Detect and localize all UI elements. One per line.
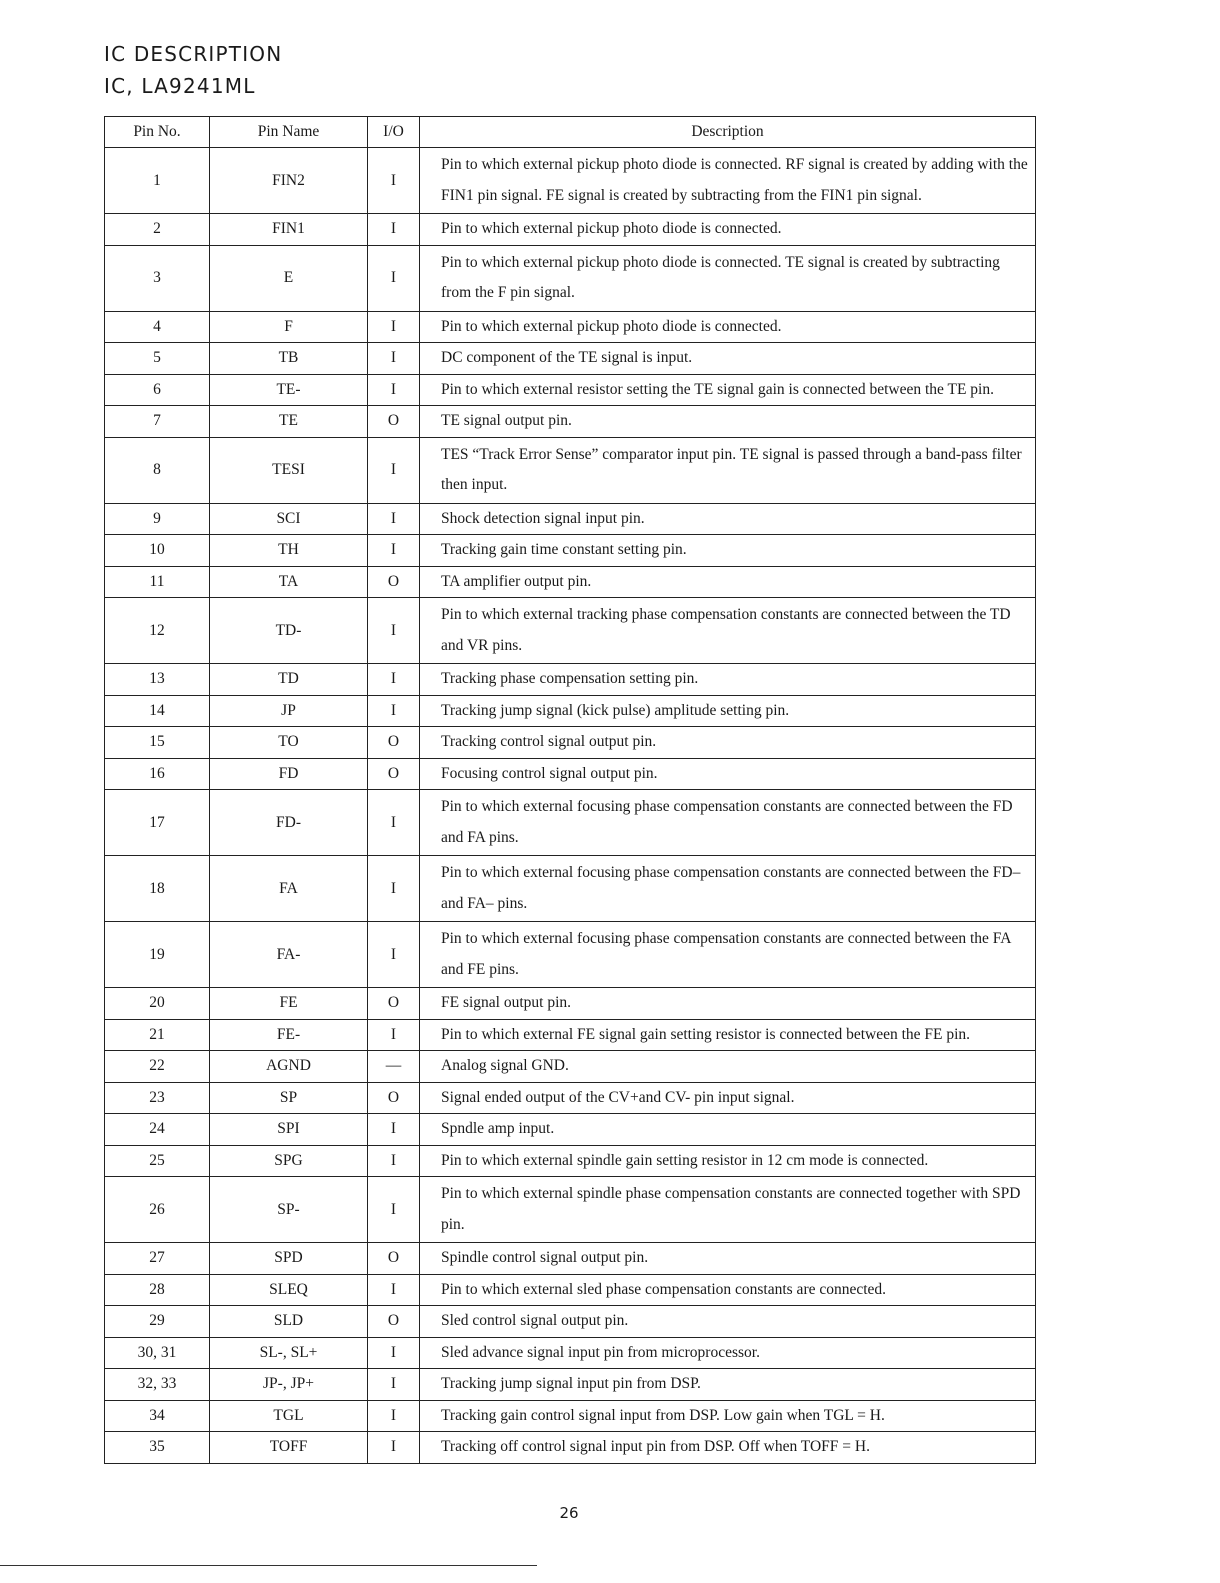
io-cell: I bbox=[368, 1114, 420, 1146]
io-cell: I bbox=[368, 1432, 420, 1464]
pin-name-cell: FA bbox=[210, 856, 368, 922]
io-cell: I bbox=[368, 664, 420, 696]
io-cell: I bbox=[368, 437, 420, 503]
description-cell: Signal ended output of the CV+and CV- pin input signal. bbox=[420, 1082, 1036, 1114]
pin-number-cell: 32, 33 bbox=[105, 1369, 210, 1401]
table-row bbox=[105, 856, 1036, 922]
description-cell: Pin to which external focusing phase compensation constants are connected between the FA and FE pins. bbox=[420, 922, 1036, 988]
pin-name-cell: TE- bbox=[210, 374, 368, 406]
pin-description-table bbox=[104, 116, 1036, 1464]
table-row bbox=[105, 758, 1036, 790]
table-row bbox=[105, 437, 1036, 503]
io-cell: O bbox=[368, 406, 420, 438]
pin-name-cell: TD bbox=[210, 664, 368, 696]
pin-name-cell: TOFF bbox=[210, 1432, 368, 1464]
table-row bbox=[105, 1145, 1036, 1177]
description-cell: Spndle amp input. bbox=[420, 1114, 1036, 1146]
description-cell: Tracking off control signal input pin from DSP. Off when TOFF = H. bbox=[420, 1432, 1036, 1464]
description-cell: TES “Track Error Sense” comparator input pin. TE signal is passed through a band-pass filter then input. bbox=[420, 437, 1036, 503]
table-row bbox=[105, 566, 1036, 598]
pin-name-cell: E bbox=[210, 245, 368, 311]
pin-number-cell: 16 bbox=[105, 758, 210, 790]
table-row bbox=[105, 1177, 1036, 1243]
bottom-divider bbox=[0, 1565, 537, 1566]
io-cell: I bbox=[368, 503, 420, 535]
io-cell: I bbox=[368, 374, 420, 406]
pin-number-cell: 25 bbox=[105, 1145, 210, 1177]
io-cell: I bbox=[368, 1400, 420, 1432]
pin-number-cell: 35 bbox=[105, 1432, 210, 1464]
pin-name-cell: FD- bbox=[210, 790, 368, 856]
io-cell: I bbox=[368, 343, 420, 375]
pin-number-cell: 13 bbox=[105, 664, 210, 696]
io-cell: I bbox=[368, 695, 420, 727]
description-cell: Pin to which external sled phase compensation constants are connected. bbox=[420, 1274, 1036, 1306]
pin-number-cell: 6 bbox=[105, 374, 210, 406]
pin-number-cell: 3 bbox=[105, 245, 210, 311]
io-cell: I bbox=[368, 856, 420, 922]
table-row bbox=[105, 1369, 1036, 1401]
header-pin-no: Pin No. bbox=[105, 117, 210, 148]
io-cell: I bbox=[368, 1145, 420, 1177]
description-cell: Sled control signal output pin. bbox=[420, 1306, 1036, 1338]
pin-number-cell: 21 bbox=[105, 1019, 210, 1051]
pin-name-cell: SPI bbox=[210, 1114, 368, 1146]
description-cell: Pin to which external resistor setting the TE signal gain is connected between the TE pin. bbox=[420, 374, 1036, 406]
description-cell: Pin to which external focusing phase compensation constants are connected between the FD and FA pins. bbox=[420, 790, 1036, 856]
description-cell: Analog signal GND. bbox=[420, 1051, 1036, 1083]
pin-number-cell: 14 bbox=[105, 695, 210, 727]
pin-name-cell: F bbox=[210, 311, 368, 343]
pin-name-cell: SPG bbox=[210, 1145, 368, 1177]
pin-number-cell: 23 bbox=[105, 1082, 210, 1114]
table-row bbox=[105, 1019, 1036, 1051]
pin-number-cell: 20 bbox=[105, 988, 210, 1020]
io-cell: I bbox=[368, 148, 420, 214]
table-row bbox=[105, 1432, 1036, 1464]
table-row bbox=[105, 311, 1036, 343]
description-cell: Sled advance signal input pin from microprocessor. bbox=[420, 1337, 1036, 1369]
pin-number-cell: 24 bbox=[105, 1114, 210, 1146]
table-row bbox=[105, 695, 1036, 727]
table-row bbox=[105, 1243, 1036, 1275]
pin-number-cell: 11 bbox=[105, 566, 210, 598]
io-cell: O bbox=[368, 1243, 420, 1275]
io-cell: I bbox=[368, 790, 420, 856]
pin-name-cell: TGL bbox=[210, 1400, 368, 1432]
io-cell: O bbox=[368, 727, 420, 759]
pin-name-cell: SP bbox=[210, 1082, 368, 1114]
io-cell: I bbox=[368, 922, 420, 988]
pin-number-cell: 7 bbox=[105, 406, 210, 438]
pin-name-cell: SL-, SL+ bbox=[210, 1337, 368, 1369]
pin-number-cell: 27 bbox=[105, 1243, 210, 1275]
description-cell: Pin to which external tracking phase compensation constants are connected between the TD and VR pins. bbox=[420, 598, 1036, 664]
pin-number-cell: 1 bbox=[105, 148, 210, 214]
pin-number-cell: 28 bbox=[105, 1274, 210, 1306]
table-row bbox=[105, 1337, 1036, 1369]
pin-name-cell: FA- bbox=[210, 922, 368, 988]
description-cell: Shock detection signal input pin. bbox=[420, 503, 1036, 535]
table-row bbox=[105, 1051, 1036, 1083]
description-cell: Tracking jump signal (kick pulse) amplitude setting pin. bbox=[420, 695, 1036, 727]
io-cell: I bbox=[368, 245, 420, 311]
table-row bbox=[105, 214, 1036, 246]
pin-name-cell: TD- bbox=[210, 598, 368, 664]
pin-name-cell: JP-, JP+ bbox=[210, 1369, 368, 1401]
pin-number-cell: 12 bbox=[105, 598, 210, 664]
description-cell: Pin to which external FE signal gain setting resistor is connected between the FE pin. bbox=[420, 1019, 1036, 1051]
io-cell: I bbox=[368, 1337, 420, 1369]
table-row bbox=[105, 1114, 1036, 1146]
table-row bbox=[105, 1306, 1036, 1338]
table-row bbox=[105, 1082, 1036, 1114]
pin-number-cell: 4 bbox=[105, 311, 210, 343]
description-cell: Pin to which external spindle gain setting resistor in 12 cm mode is connected. bbox=[420, 1145, 1036, 1177]
description-cell: Tracking phase compensation setting pin. bbox=[420, 664, 1036, 696]
table-row bbox=[105, 598, 1036, 664]
io-cell: — bbox=[368, 1051, 420, 1083]
description-cell: Tracking gain time constant setting pin. bbox=[420, 535, 1036, 567]
pin-name-cell: SPD bbox=[210, 1243, 368, 1275]
table-row bbox=[105, 406, 1036, 438]
pin-number-cell: 34 bbox=[105, 1400, 210, 1432]
table-row bbox=[105, 664, 1036, 696]
table-row bbox=[105, 245, 1036, 311]
io-cell: I bbox=[368, 1274, 420, 1306]
header-io: I/O bbox=[368, 117, 420, 148]
description-cell: Pin to which external pickup photo diode is connected. TE signal is created by subtracting from the F pin signal. bbox=[420, 245, 1036, 311]
header-description: Description bbox=[420, 117, 1036, 148]
table-row bbox=[105, 727, 1036, 759]
header-pin-name: Pin Name bbox=[210, 117, 368, 148]
io-cell: I bbox=[368, 535, 420, 567]
pin-number-cell: 26 bbox=[105, 1177, 210, 1243]
description-cell: DC component of the TE signal is input. bbox=[420, 343, 1036, 375]
description-cell: FE signal output pin. bbox=[420, 988, 1036, 1020]
table-row bbox=[105, 1400, 1036, 1432]
pin-name-cell: FE- bbox=[210, 1019, 368, 1051]
description-cell: Spindle control signal output pin. bbox=[420, 1243, 1036, 1275]
table-row bbox=[105, 922, 1036, 988]
description-cell: Pin to which external pickup photo diode is connected. RF signal is created by adding with the FIN1 pin signal. FE signal is created by subtracting from the FIN1 pin signal. bbox=[420, 148, 1036, 214]
pin-name-cell: FIN1 bbox=[210, 214, 368, 246]
pin-number-cell: 15 bbox=[105, 727, 210, 759]
description-cell: Pin to which external focusing phase compensation constants are connected between the FD– and FA– pins. bbox=[420, 856, 1036, 922]
description-cell: TE signal output pin. bbox=[420, 406, 1036, 438]
pin-number-cell: 10 bbox=[105, 535, 210, 567]
page-number: 26 bbox=[559, 1504, 579, 1522]
pin-number-cell: 5 bbox=[105, 343, 210, 375]
io-cell: I bbox=[368, 311, 420, 343]
pin-name-cell: TO bbox=[210, 727, 368, 759]
table-row bbox=[105, 343, 1036, 375]
table-body bbox=[105, 148, 1036, 1464]
io-cell: O bbox=[368, 566, 420, 598]
table-header-row bbox=[105, 117, 1036, 148]
document-title: IC DESCRIPTION bbox=[104, 42, 283, 66]
description-cell: Tracking control signal output pin. bbox=[420, 727, 1036, 759]
pin-name-cell: TH bbox=[210, 535, 368, 567]
table-row bbox=[105, 374, 1036, 406]
pin-name-cell: SLD bbox=[210, 1306, 368, 1338]
description-cell: Pin to which external pickup photo diode is connected. bbox=[420, 311, 1036, 343]
pin-name-cell: TA bbox=[210, 566, 368, 598]
io-cell: O bbox=[368, 988, 420, 1020]
description-cell: Tracking jump signal input pin from DSP. bbox=[420, 1369, 1036, 1401]
io-cell: I bbox=[368, 1019, 420, 1051]
pin-number-cell: 8 bbox=[105, 437, 210, 503]
table-row bbox=[105, 503, 1036, 535]
pin-name-cell: FIN2 bbox=[210, 148, 368, 214]
pin-name-cell: SLEQ bbox=[210, 1274, 368, 1306]
pin-name-cell: TB bbox=[210, 343, 368, 375]
table-row bbox=[105, 988, 1036, 1020]
ic-part-number: IC, LA9241ML bbox=[104, 74, 256, 98]
pin-name-cell: AGND bbox=[210, 1051, 368, 1083]
pin-name-cell: TE bbox=[210, 406, 368, 438]
io-cell: I bbox=[368, 1177, 420, 1243]
io-cell: O bbox=[368, 758, 420, 790]
table-row bbox=[105, 790, 1036, 856]
description-cell: Pin to which external spindle phase compensation constants are connected together with SPD pin. bbox=[420, 1177, 1036, 1243]
io-cell: I bbox=[368, 1369, 420, 1401]
description-cell: Tracking gain control signal input from DSP. Low gain when TGL = H. bbox=[420, 1400, 1036, 1432]
description-cell: Focusing control signal output pin. bbox=[420, 758, 1036, 790]
pin-name-cell: TESI bbox=[210, 437, 368, 503]
pin-number-cell: 30, 31 bbox=[105, 1337, 210, 1369]
pin-name-cell: FD bbox=[210, 758, 368, 790]
pin-number-cell: 17 bbox=[105, 790, 210, 856]
pin-number-cell: 29 bbox=[105, 1306, 210, 1338]
pin-name-cell: SP- bbox=[210, 1177, 368, 1243]
pin-number-cell: 22 bbox=[105, 1051, 210, 1083]
table-row bbox=[105, 535, 1036, 567]
io-cell: I bbox=[368, 214, 420, 246]
io-cell: O bbox=[368, 1082, 420, 1114]
pin-name-cell: FE bbox=[210, 988, 368, 1020]
pin-number-cell: 2 bbox=[105, 214, 210, 246]
pin-name-cell: SCI bbox=[210, 503, 368, 535]
table-row bbox=[105, 1274, 1036, 1306]
io-cell: I bbox=[368, 598, 420, 664]
io-cell: O bbox=[368, 1306, 420, 1338]
pin-number-cell: 9 bbox=[105, 503, 210, 535]
pin-number-cell: 19 bbox=[105, 922, 210, 988]
table-row bbox=[105, 148, 1036, 214]
pin-number-cell: 18 bbox=[105, 856, 210, 922]
pin-name-cell: JP bbox=[210, 695, 368, 727]
description-cell: Pin to which external pickup photo diode is connected. bbox=[420, 214, 1036, 246]
description-cell: TA amplifier output pin. bbox=[420, 566, 1036, 598]
